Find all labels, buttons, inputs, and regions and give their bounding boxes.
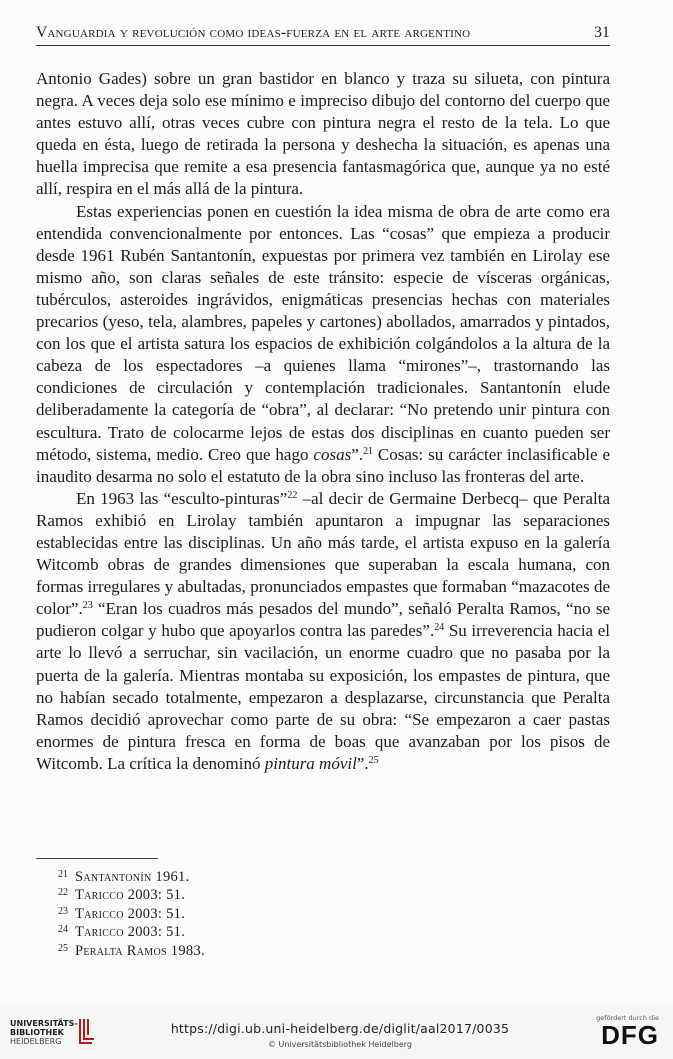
paragraph-2-text-a: Estas experiencias ponen en cuestión la idea misma de obra de arte como era entendida convencionalmente por entonces. Las “cosas” que empieza a producir desde 1961 Rubén Santantonín, expuestas por primera vez también en Lirolay ese mismo año, son claras señales de este tránsito: especie de vísceras orgánicas, tubérculos, asteroides ingrávidos, enigmáticas presencias hechas con materiales precarios (yeso, tela, alambres, papeles y cartones) abollados, amarrados y pintados, con los que el artista satura los espacios de exhibición colgándolos a la altura de la cabeza de los espectadores –a quienes llama “mirones”–, trastornando las condiciones de circulación y contemplación tradicionales. Santantonín elude deliberadamente la categoría de “obra”, al declarar: “No pretendo unir pintura con escultura. Trato de colocarme lejos de estas dos disciplinas en cuanto pueden ser método, sistema, medio. Creo que hago (36, 201, 610, 464)
paragraph-2-text-b: Cosas: su carácter inclasificable e inaudito desarma no solo el estatuto de la obra sino incluso las fronteras del arte. (36, 444, 610, 486)
footnote-ref-25[interactable]: 25 (368, 754, 379, 766)
footnote-item (58, 868, 558, 886)
page-number: 31 (594, 24, 610, 41)
footnote-number: 25 (58, 942, 68, 954)
permalink-url[interactable]: https://digi.ub.uni-heidelberg.de/diglit/aal2017/0035 (170, 1021, 510, 1036)
footnote-number: 24 (58, 924, 68, 936)
footnote-text: Taricco 2003: 51. (75, 905, 186, 922)
funder-note: gefördert durch die (596, 1014, 659, 1022)
paragraph-1: Antonio Gades) sobre un gran bastidor en blanco y traza su silueta, con pintura negra. A veces deja solo ese mínimo e impreciso dibujo del contorno del cuerpo que antes estuvo allí, otras veces cubre con pintura negra el resto de la tela. Lo que queda en ésta, luego de retirada la persona y deshecha la situación, es apenas una huella imprecisa que remite a esa presencia fantasmagórica que, aunque ya no esté allí, respira en el más allá de la pintura. (36, 69, 610, 199)
paragraph-3-italic: pintura móvil (264, 753, 357, 773)
running-title: Vanguardia y revolución como ideas-fuerza en el arte argentino (36, 24, 471, 41)
footnote-number: 22 (58, 887, 68, 899)
paragraph-3-text-b: –al decir de Germaine Derbecq– que Peralta Ramos exhibió en Lirolay también apuntaron a impugnar las separaciones establecidas entre las disciplinas. Un año más tarde, el artista expuso en la galería Witcomb obras de grandes dimensiones que superaban la escala humana, con formas irregulares y abultadas, pronunciados empastes que formaban “mazacotes de color”. (36, 488, 610, 619)
footnote-text: Santantonín 1961. (75, 869, 190, 885)
footnote-ref-24[interactable]: 24 (434, 622, 445, 634)
footnote-ref-21[interactable]: 21 (362, 445, 373, 457)
footnote-text: Taricco 2003: 51. (75, 924, 186, 941)
footnote-number: 21 (58, 869, 68, 880)
footnote-item (58, 942, 558, 960)
paragraph-3-text-a: En 1963 las “esculto-pinturas” (76, 488, 288, 508)
footnote-number: 23 (58, 905, 68, 917)
library-emblem-icon (76, 1017, 96, 1047)
footnote-item (58, 923, 558, 941)
paragraph-3-text-d: Su irreverencia hacia el arte lo llevó a serruchar, sin vacilación, un enorme cuadro que no pasaba por la puerta de la galería. Mientras montaba su exposición, los empastes de pintura, que no habían secado totalmente, empezaron a desplazarse, circunstancia que Peralta Ramos decidió aprovechar como parte de su obra: “Se empezaron a caer pastas enormes de pintura fresca en forma de boas que avanzaban por los pisos de Witcomb. La crítica la denominó (36, 621, 610, 773)
funder-name: DFG (601, 1020, 659, 1050)
footnotes (58, 868, 558, 960)
paragraph-2-italic: cosas (313, 444, 352, 464)
digitization-footer (0, 1005, 673, 1059)
footnote-ref-22[interactable]: 22 (287, 489, 298, 501)
library-city: HEIDELBERG (10, 1037, 62, 1046)
footnote-text: Peralta Ramos 1983. (75, 942, 205, 959)
paragraph-3: En 1963 las “esculto-pinturas”$^{22}$ –al decir de Germaine Derbecq– que Peralta Ramos exhibió en Lirolay también apuntaron a impugnar las separaciones establecidas entre las disciplinas. Un año más tarde, el artista expuso en la galería Witcomb obras de grandes dimensiones que superaban la escala humana, con formas irregulares y abultadas, pronunciados empastes que formaban “mazacotes de color”.$^{23}$ “Eran los cuadros más pesados del mundo”, señaló Peralta Ramos, “no se pudieron colgar y hubo que apoyarlos contra las paredes”.$^{24}$ Su irreverencia hacia el arte lo llevó a serruchar, sin vacilación, un enorme cuadro que no pasaba por la puerta de la galería. Mientras montaba su exposición, los empastes de pintura, que no habían secado totalmente, empezaron a desplazarse, circunstancia que Peralta Ramos decidió aprovechar como parte de su obra: “Se empezaron a caer pastas enormes de pintura fresca en forma de boas que avanzaban por los pisos de Witcomb. La crítica la denominó pintura móvil”.$^{25}$ (36, 488, 610, 773)
running-header (36, 24, 610, 46)
footnote-divider (36, 858, 158, 859)
footnote-item (58, 905, 558, 923)
copyright-notice: © Universitätsbibliothek Heidelberg (267, 1040, 412, 1049)
footnote-text: Taricco 2003: 51. (75, 887, 186, 904)
paragraph-3-text-c: “Eran los cuadros más pesados del mundo”, señaló Peralta Ramos, “no se pudieron colgar y hubo que apoyarlos contra las paredes”. (36, 599, 610, 641)
paragraph-2: Estas experiencias ponen en cuestión la idea misma de obra de arte como era entendida convencionalmente por entonces. Las “cosas” que empieza a producir desde 1961 Rubén Santantonín, expuestas por primera vez también en Lirolay ese mismo año, son claras señales de este tránsito: especie de vísceras orgánicas, tubérculos, asteroides ingrávidos, enigmáticas presencias hechas con materiales precarios (yeso, tela, alambres, papeles y cartones) abollados, amarrados y pintados, con los que el artista satura los espacios de exhibición colgándolos a la altura de la cabeza de los espectadores –a quienes llama “mirones”–, trastornando las condiciones de circulación y contemplación tradicionales. Santantonín elude deliberadamente la categoría de “obra”, al declarar: “No pretendo unir pintura con escultura. Trato de colocarme lejos de estas dos disciplinas en cuanto pueden ser método, sistema, medio. Creo que hago cosas”.$^{21}$ Cosas: su carácter inclasificable e inaudito desarma no solo el estatuto de la obra sino incluso las fronteras del arte. (36, 201, 610, 486)
main-text (36, 68, 610, 775)
library-name-line-1: UNIVERSITÄTS- (10, 1019, 78, 1028)
footnote-item (58, 886, 558, 904)
library-logo[interactable] (10, 1019, 78, 1046)
footnote-ref-23[interactable]: 23 (82, 600, 93, 612)
library-name-line-2: BIBLIOTHEK (10, 1028, 64, 1037)
funder-logo[interactable] (596, 1014, 659, 1048)
